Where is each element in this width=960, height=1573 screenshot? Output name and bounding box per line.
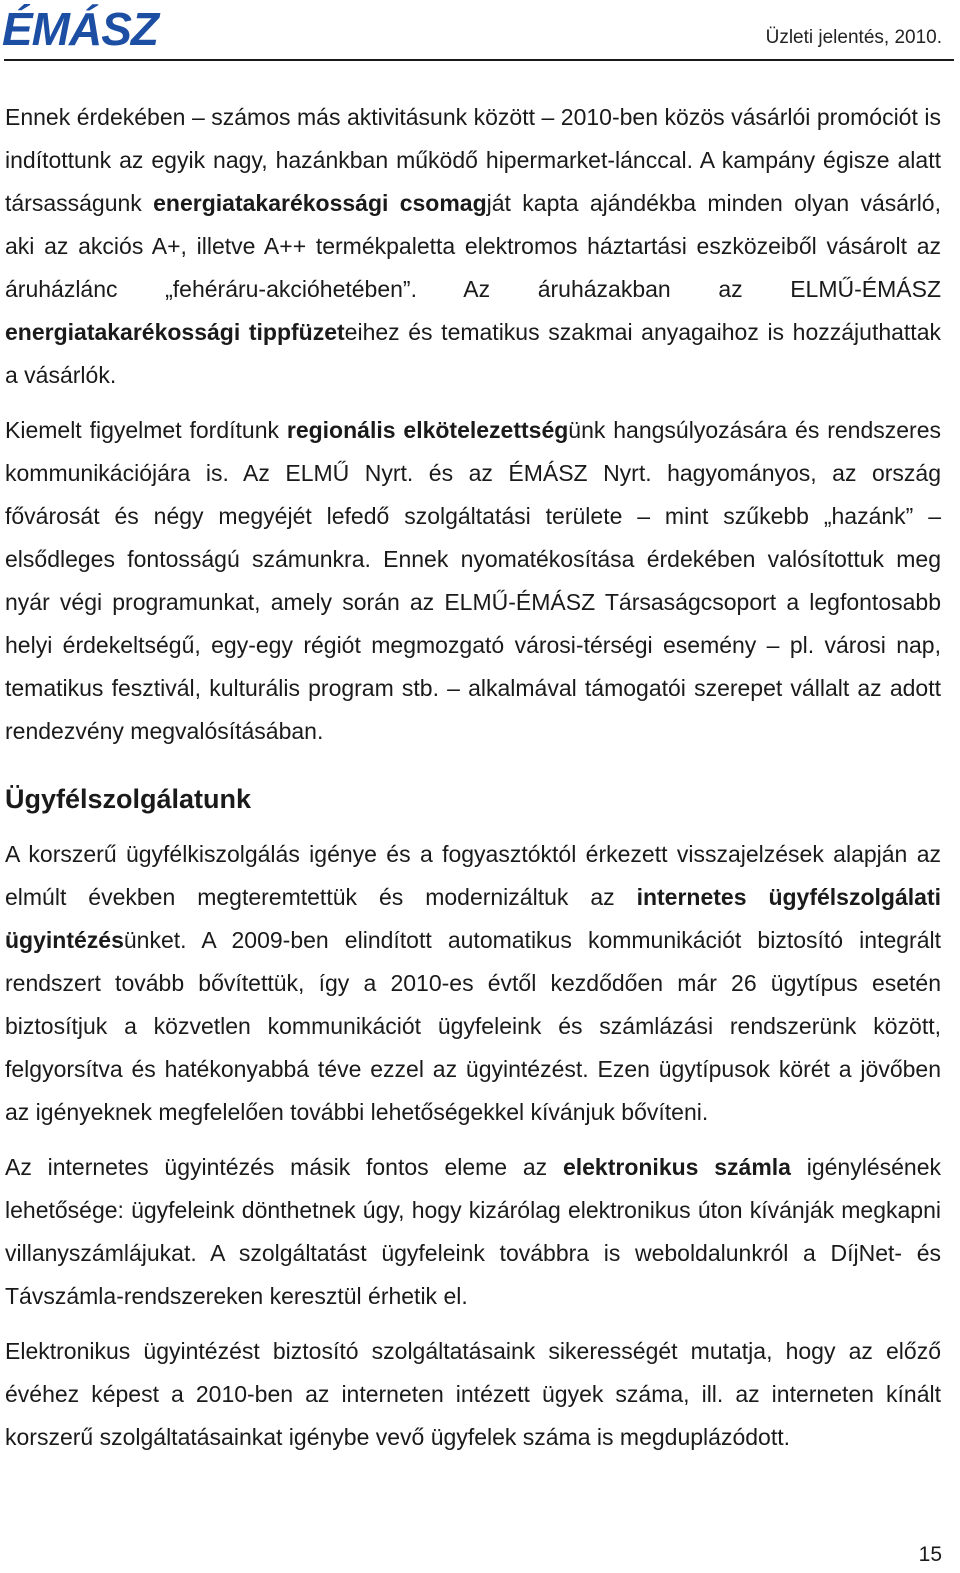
text-run: A korszerű ügyfélkiszolgálás igénye és a fogyasztóktól érkezett visszajelzések alapján az elmúlt években megteremtettük és modernizáltuk az [5, 841, 941, 910]
paragraph-promotion [5, 96, 941, 397]
emasz-logo: ÉMÁSZ [2, 3, 158, 55]
section-heading: Ügyfélszolgálatunk [5, 784, 252, 814]
report-title: Üzleti jelentés, 2010. [765, 27, 942, 48]
document-body [5, 96, 941, 1459]
bold-text: energiatakarékossági csomag [153, 190, 487, 216]
page-header [0, 0, 960, 62]
bold-text: energiatakarékossági tippfüzet [5, 319, 345, 345]
text-run: ját kapta ajándékba minden olyan vásárló, aki az akciós A+, illetve A++ termékpaletta elektromos háztartási eszközeiből vásárolt az áruházlánc „fehéráru-akcióhetében”. Az áruházakban az ELMŰ-ÉMÁSZ [5, 190, 941, 302]
text-run: eihez és tematikus szakmai anyagaihoz is hozzájuthattak a vásárlók. [5, 319, 941, 388]
text-run: Elektronikus ügyintézést biztosító szolgáltatásaink sikerességét mutatja, hogy az előző évéhez képest a 2010-ben az interneten intézett ügyek száma, ill. az interneten kínált korszerű szolgáltatásainkat igénybe vevő ügyfelek száma is megduplázódott. [5, 1338, 941, 1450]
text-run: ünket. A 2009-ben elindított automatikus kommunikációt biztosító integrált rendszert tovább bővítettük, így a 2010-es évtől kezdődően már 26 ügytípus esetén biztosítjuk a közvetlen kommunikációt ügyfeleink és számlázási rendszerünk között, felgyorsítva és hatékonyabbá téve ezzel az ügyintézést. Ezen ügytípusok körét a jövőben az igényeknek megfelelően további lehetőségekkel kívánjuk bővíteni. [5, 927, 941, 1125]
paragraph-e-invoice [5, 1146, 941, 1318]
text-run: igénylésének lehetősége: ügyfeleink dönthetnek úgy, hogy kizárólag elektronikus úton kívánják megkapni villanyszámlájukat. A szolgáltatást ügyfeleink továbbra is weboldalunkról a DíjNet- és Távszámla-rendszereken keresztül érhetik el. [5, 1154, 941, 1309]
text-run: Ennek érdekében – számos más aktivitásunk között – 2010-ben közös vásárlói promóciót is indítottunk az egyik nagy, hazánkban működő hipermarket-lánccal. A kampány égisze alatt társasságunk [5, 104, 941, 216]
bold-text: regionális elkötelezettség [286, 417, 569, 443]
text-run: Az internetes ügyintézés másik fontos eleme az [5, 1154, 563, 1180]
header-divider [4, 59, 954, 61]
paragraph-regional [5, 409, 941, 753]
text-run: Kiemelt figyelmet fordítunk [5, 417, 287, 443]
text-run: ünk hangsúlyozására és rendszeres kommunikációjára is. Az ELMŰ Nyrt. és az ÉMÁSZ Nyrt. hagyományos, az ország fővárosát és négy megyéjét lefedő szolgáltatási területe – mint szűkebb „hazánk” – elsődleges fontosságú számunkra. Ennek nyomatékosítása érdekében valósítottuk meg nyár végi programunkat, amely során az ELMŰ-ÉMÁSZ Társaságcsoport a legfontosabb helyi érdekeltségű, egy-egy régiót megmozgató városi-térségi esemény – pl. városi nap, tematikus fesztivál, kulturális program stb. – alkalmával támogatói szerepet vállalt az adott rendezvény megvalósításában. [5, 417, 941, 744]
paragraph-results [5, 1330, 941, 1459]
page-number: 15 [918, 1543, 942, 1566]
paragraph-customer-service [5, 833, 941, 1134]
bold-text: elektronikus számla [562, 1154, 791, 1180]
bold-text: internetes ügyfélszolgálati ügyintézés [5, 884, 941, 953]
